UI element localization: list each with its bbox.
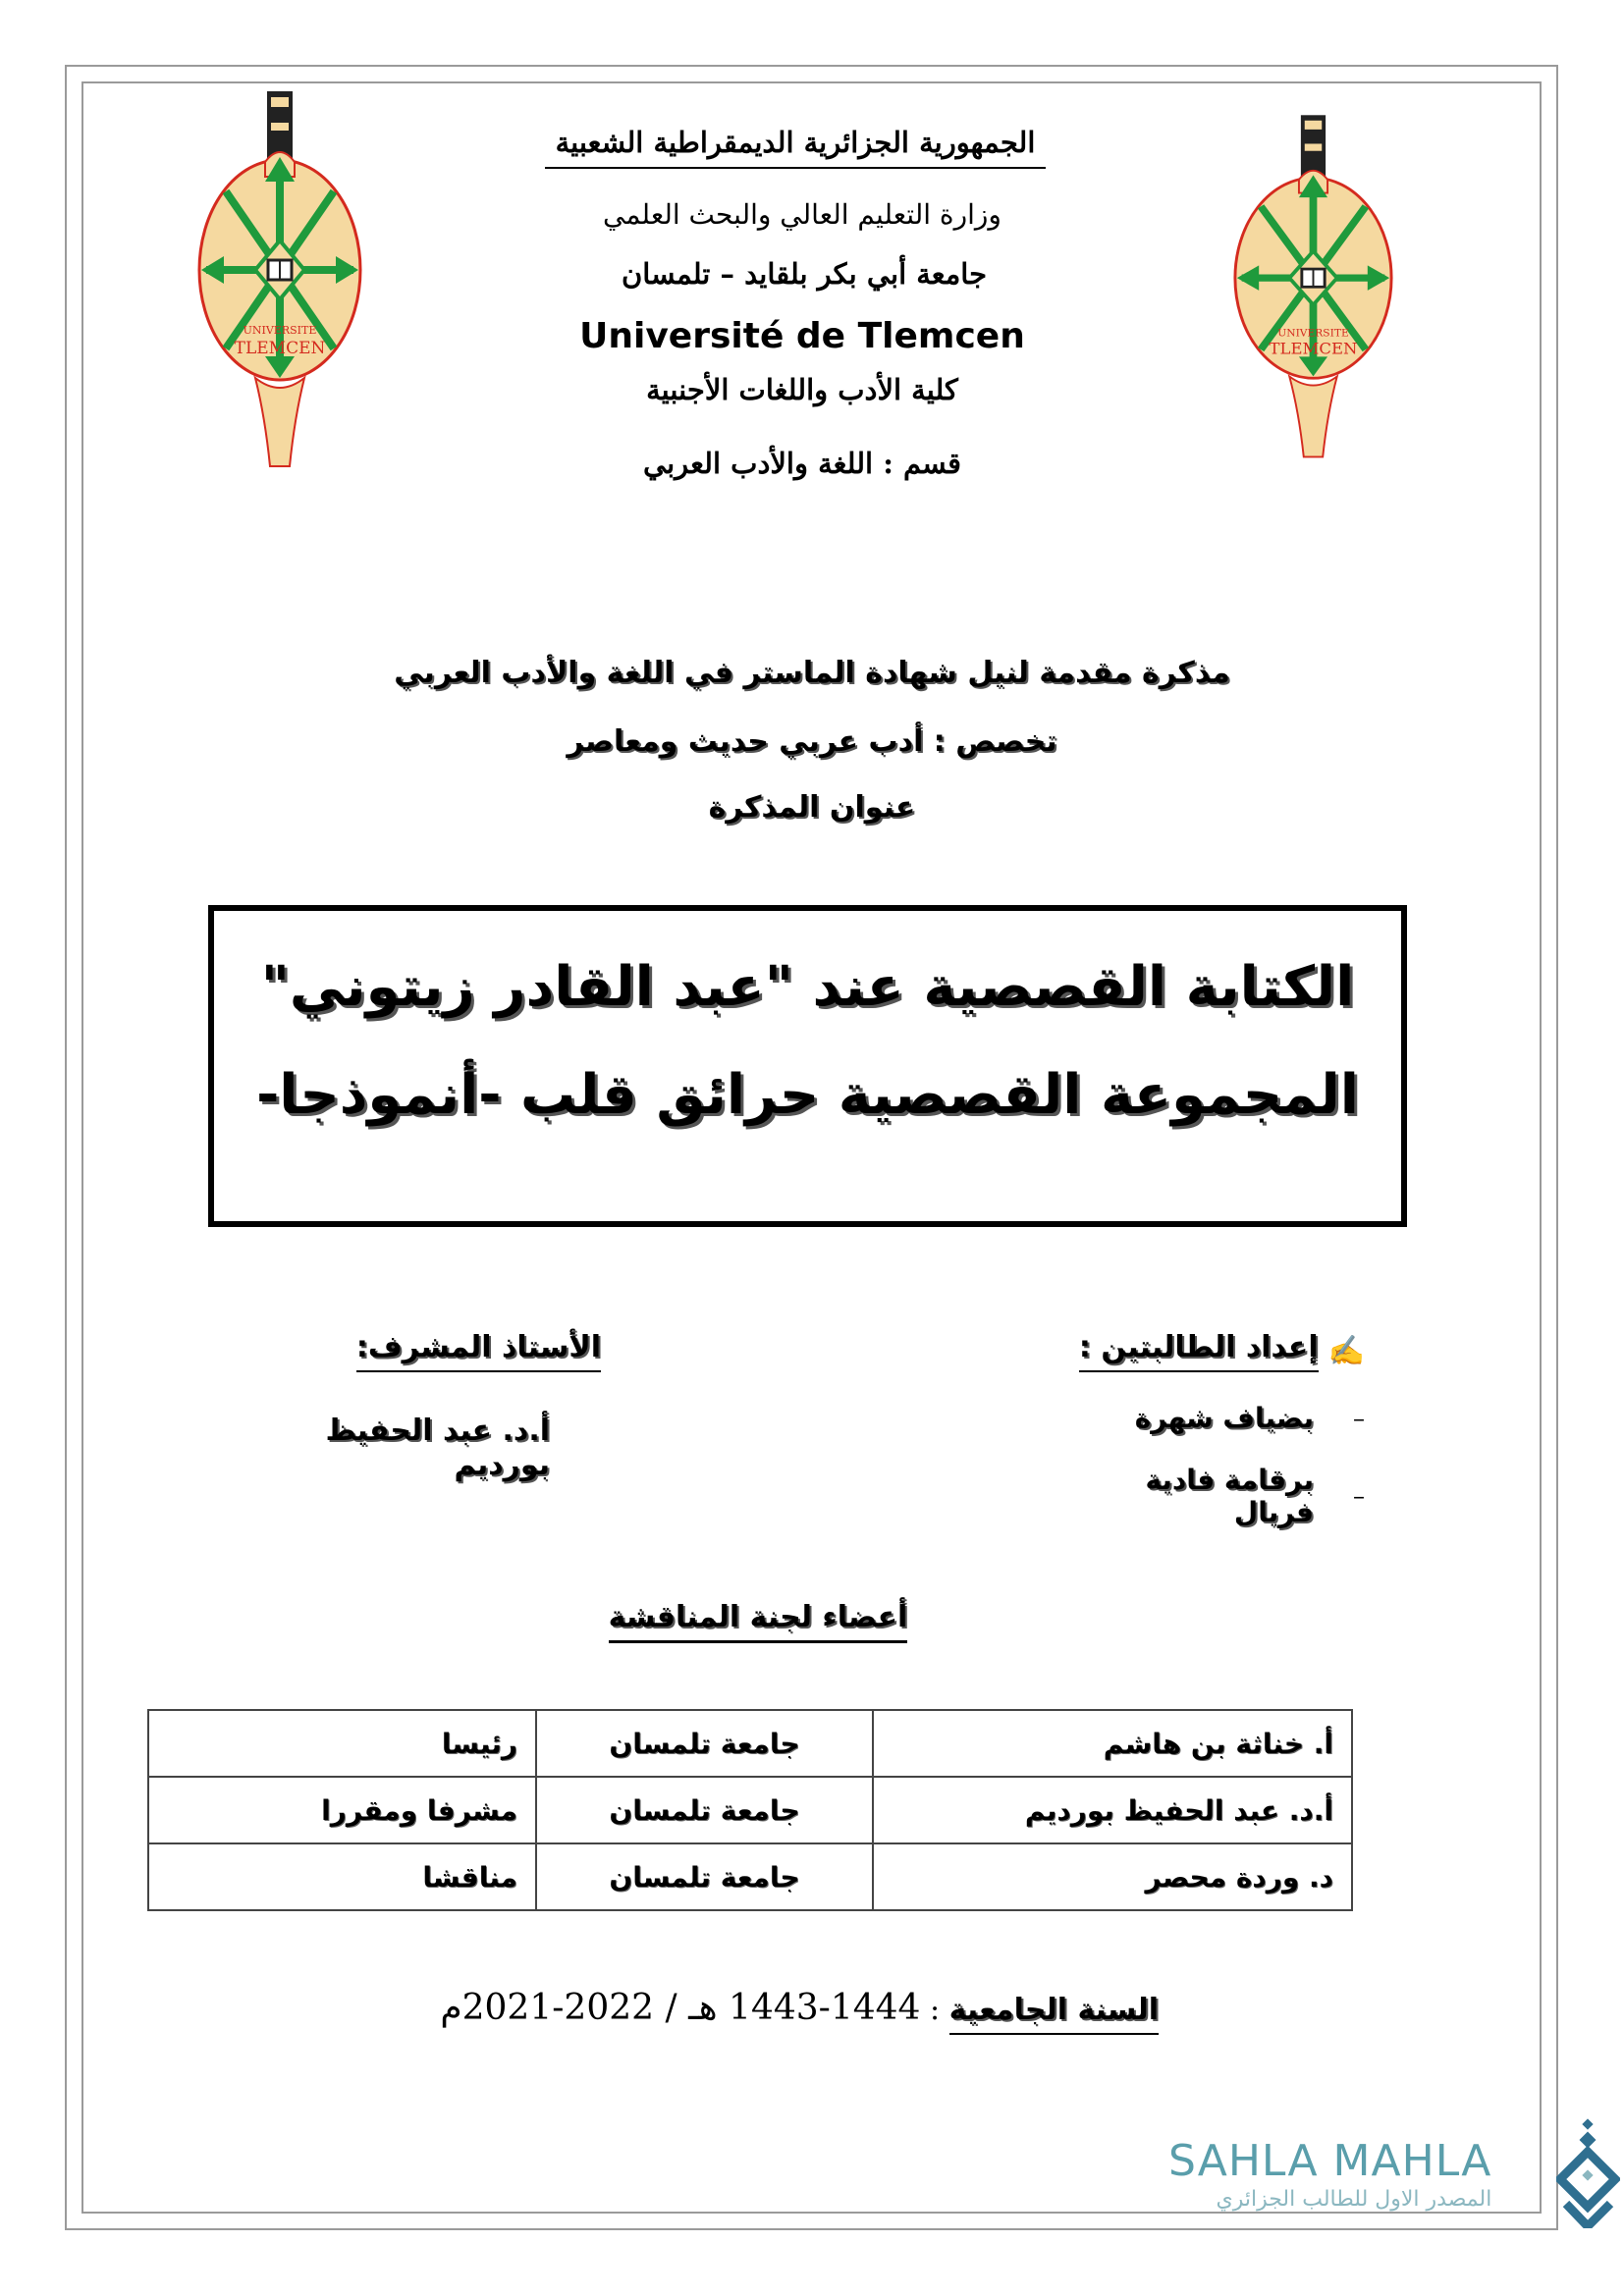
student-name: بضياف شهرة xyxy=(1134,1402,1314,1434)
svg-text:TLEMCEN: TLEMCEN xyxy=(1269,340,1358,358)
students-label: إعداد الطالبتين : xyxy=(1079,1330,1319,1372)
jury-institution: جامعة تلمسان xyxy=(536,1843,873,1910)
students-section xyxy=(1070,1330,1365,1528)
jury-institution: جامعة تلمسان xyxy=(536,1710,873,1777)
jury-name: أ. خناثة بن هاشم xyxy=(873,1710,1352,1777)
supervisor-section xyxy=(331,1330,601,1372)
supervisor-name: أ.د. عبد الحفيظ بورديم xyxy=(325,1414,550,1482)
thesis-title-line2: المجموعة القصصية حرائق قلب -أنموذجا- xyxy=(256,1063,1359,1127)
republic-heading: الجمهورية الجزائرية الديمقراطية الشعبية xyxy=(545,126,1046,169)
sahla-mahla-watermark xyxy=(1168,2136,1492,2212)
table-row xyxy=(148,1843,1352,1910)
svg-text:TLEMCEN: TLEMCEN xyxy=(234,339,326,358)
student-name: برقامة فادية فريال xyxy=(1145,1464,1314,1528)
thesis-specialty: تخصص : أدب عربي حديث ومعاصر xyxy=(567,724,1057,759)
jury-label: أعضاء لجنة المناقشة xyxy=(609,1600,908,1643)
bullet-dash: – xyxy=(1353,1404,1365,1432)
writing-hand-icon: ✍ xyxy=(1327,1334,1365,1368)
faculty-heading: كلية الأدب واللغات الأجنبية xyxy=(646,373,958,406)
sahla-mahla-logo-icon xyxy=(1556,2110,1620,2228)
university-ar-heading: جامعة أبي بكر بلقايد – تلمسان xyxy=(621,257,988,291)
academic-year xyxy=(412,1988,1159,2028)
thesis-title-line1: الكتابة القصصية عند "عبد القادر زيتوني" xyxy=(260,955,1355,1019)
university-fr-heading: Université de Tlemcen xyxy=(579,316,1025,356)
student-item xyxy=(1070,1464,1365,1528)
jury-label-wrap xyxy=(0,1600,1570,1643)
jury-institution: جامعة تلمسان xyxy=(536,1777,873,1843)
academic-year-label: السنة الجامعية xyxy=(949,1993,1159,2035)
table-row xyxy=(148,1777,1352,1843)
jury-role: رئيسا xyxy=(148,1710,536,1777)
jury-role: مناقشا xyxy=(148,1843,536,1910)
jury-role: مشرفا ومقررا xyxy=(148,1777,536,1843)
svg-text:UNIVERSITE: UNIVERSITE xyxy=(1277,327,1349,340)
table-row xyxy=(148,1710,1352,1777)
thesis-purpose: مذكرة مقدمة لنيل شهادة الماستر في اللغة والأدب العربي xyxy=(394,656,1230,690)
academic-year-value: 1444-1443 هـ / 2022-2021م xyxy=(440,1988,921,2028)
department-heading: قسم : اللغة والأدب العربي xyxy=(642,447,962,480)
jury-table xyxy=(147,1709,1353,1911)
academic-year-separator: : xyxy=(920,1993,949,2027)
watermark-subtitle: المصدر الاول للطالب الجزائري xyxy=(1216,2187,1492,2212)
supervisor-label: الأستاذ المشرف: xyxy=(356,1330,601,1372)
jury-name: د. وردة محصر xyxy=(873,1843,1352,1910)
student-item xyxy=(1070,1402,1365,1434)
jury-name: أ.د. عبد الحفيظ بورديم xyxy=(873,1777,1352,1843)
students-label-row xyxy=(1070,1330,1365,1372)
republic-heading-wrap xyxy=(545,126,1046,169)
svg-text:UNIVERSITE: UNIVERSITE xyxy=(243,324,317,337)
thesis-title-box xyxy=(208,905,1407,1227)
ministry-heading: وزارة التعليم العالي والبحث العلمي xyxy=(603,198,1001,231)
thesis-title-label: عنوان المذكرة xyxy=(708,790,916,825)
bullet-dash: – xyxy=(1353,1482,1365,1510)
watermark-title: SAHLA MAHLA xyxy=(1168,2136,1492,2186)
